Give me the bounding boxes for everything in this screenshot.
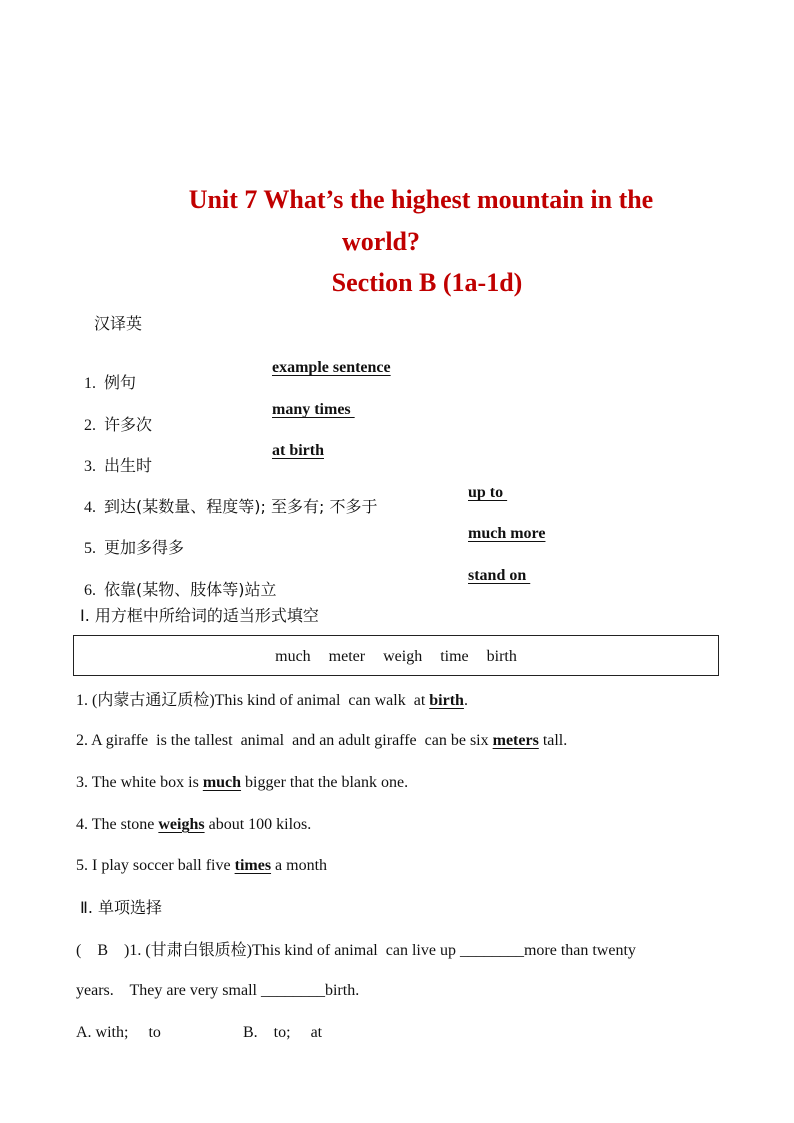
fill-item [76,817,311,833]
section-title: Section B (1a-1d) [331,268,523,297]
section1-heading: Ⅰ. 用方框中所给词的适当形式填空 [80,606,319,625]
fill-text-end: a month [271,857,328,874]
vocab-en: much more [468,525,546,542]
fill-text: 3. The white box is [76,774,203,791]
vocab-cn: 许多次 [104,415,153,434]
vocab-num: 4. [84,499,96,516]
vocab-item [76,524,184,557]
vocab-cn: 更加多得多 [104,538,185,557]
vocab-en: stand on [468,567,531,584]
fill-text-end: . [463,692,468,709]
vocab-heading: 汉译英 [94,314,143,333]
section2-heading: Ⅱ. 单项选择 [80,898,163,917]
vocab-cn: 到达(某数量、程度等); 至多有; 不多于 [104,497,378,516]
fill-item [76,775,408,791]
vocab-cn: 例句 [104,373,137,392]
vocab-num: 5. [84,540,96,557]
vocab-num: 3. [84,458,96,475]
fill-text: 1. (内蒙古通辽质检)This kind of animal can walk at [76,692,430,709]
option-b: B. to; at [243,1024,323,1041]
vocab-en: up to [468,484,508,501]
mc-question-1: ( B )1. (甘肃白银质检)This kind of animal can live up ________more than twenty [76,942,636,959]
vocab-cn: 依靠(某物、肢体等)站立 [104,580,277,599]
fill-text-end: about 100 kilos. [204,816,312,833]
vocab-num: 6. [84,582,96,599]
mc-question-1-cont: years. They are very small ________birth. [76,982,360,999]
vocab-en: many times [272,401,355,418]
fill-item [76,693,468,709]
fill-text: 4. The stone [76,816,159,833]
fill-answer: meters [492,732,539,749]
fill-text: 2. A giraffe is the tallest animal and an adult giraffe can be six [76,732,493,749]
fill-answer: birth [429,692,464,709]
vocab-item [76,359,136,392]
vocab-item [76,442,152,475]
fill-text-end: tall. [538,732,568,749]
title-line-1: Unit 7 What’s the highest mountain in the [188,185,654,214]
vocab-en: example sentence [272,359,391,376]
word-box: much meter weigh time birth [73,635,719,676]
fill-item [76,858,327,874]
vocab-cn: 出生时 [104,456,153,475]
fill-text: 5. I play soccer ball five [76,857,235,874]
fill-item [76,733,567,749]
vocab-num: 2. [84,417,96,434]
vocab-en: at birth [272,442,324,459]
fill-answer: much [202,774,242,791]
fill-answer: weighs [158,816,205,833]
option-a: A. with; to [76,1024,161,1041]
vocab-item [76,566,277,599]
vocab-item [76,401,152,434]
fill-text-end: bigger that the blank one. [241,774,409,791]
fill-answer: times [234,857,272,874]
vocab-item [76,483,377,516]
title-line-2: world? [342,227,420,256]
vocab-num: 1. [84,375,96,392]
